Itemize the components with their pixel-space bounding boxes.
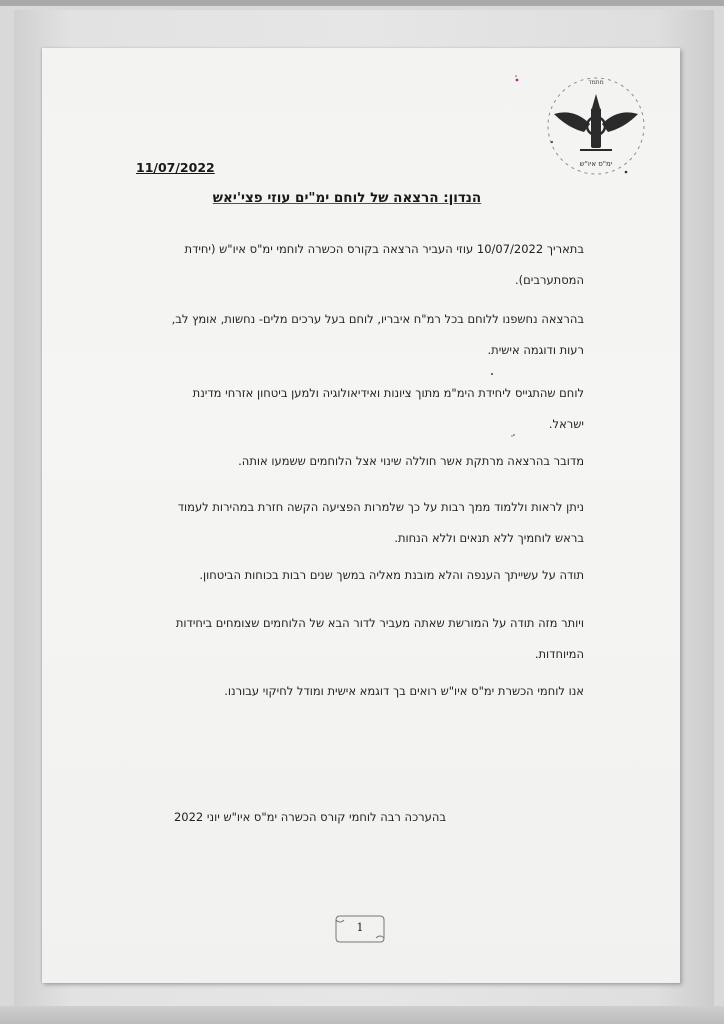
page-number: 1 xyxy=(356,921,364,934)
paragraph-role-model: אנו לוחמי הכשרת ימ"ס איו"ש רואים בך דוגמא אישית ומודל לחיקוי עבורנו. xyxy=(224,684,584,698)
signature-line: בהערכה רבה לוחמי קורס הכשרה ימ"ס איו"ש יוני 2022 xyxy=(173,810,446,824)
unit-emblem xyxy=(534,68,664,178)
window-top-edge xyxy=(0,0,724,6)
paragraph-impact: מדובר בהרצאה מרתקת אשר חוללה שינוי אצל הלוחמים ששמעו אותה. xyxy=(238,454,584,468)
paragraph-thanks-legacy: ויותר מזה תודה על המורשת שאתה מעביר לדור הבא של הלוחמים שצומחים ביחידות המיוחדות. xyxy=(175,616,584,661)
document-date: 11/07/2022 xyxy=(136,160,215,175)
paragraph-thanks-service: תודה על עשייתך הענפה והלא מובנת מאליה במשך שנים רבות בכוחות הביטחון. xyxy=(199,568,584,582)
svg-text:מתמד: מתמד xyxy=(588,79,604,86)
document-page xyxy=(42,48,680,983)
paragraph-values: בהרצאה נחשפנו ללוחם בכל רמ"ח איבריו, לוחם בעל ערכים מלים- נחשות, אומץ לב, רעות ודוגמה אישית. xyxy=(171,312,584,357)
document-title: הנדון: הרצאה של לוחם ימ"ים עוזי פצי'יאש xyxy=(212,190,482,206)
paragraph-lecture-date: בתאריך 10/07/2022 עוזי העביר הרצאה בקורס הכשרה לוחמי ימ"ס איו"ש (יחידת המסתערבים). xyxy=(184,242,584,287)
page-number-scroll xyxy=(334,912,386,946)
paragraph-recovery: ניתן לראות וללמוד ממך רבות על כך שלמרות הפציעה הקשה חזרת במהירות לעמוד בראש לוחמיך ללא תנאים וללא הנחות. xyxy=(177,500,584,545)
paragraph-zionism: לוחם שהתגייס ליחידת הימ"מ מתוך ציונות ואידיאולוגיה ולמען ביטחון אזרחי מדינת ישראל. xyxy=(192,386,584,431)
scan-bottom-edge xyxy=(0,1006,724,1024)
svg-text:ימ"ס איו"ש: ימ"ס איו"ש xyxy=(579,160,613,168)
